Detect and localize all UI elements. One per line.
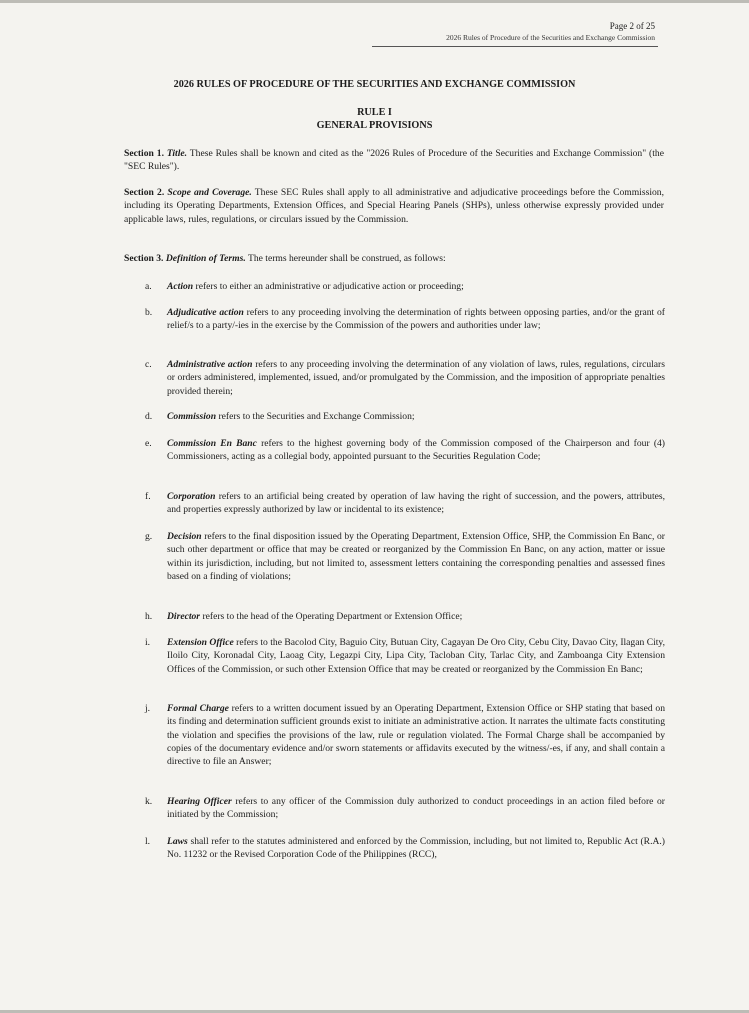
definition-letter: h. [145, 611, 153, 622]
section-1 [124, 147, 664, 174]
definition-text: refers to any proceeding involving the determination of rights between opposing parties, and/or the grant of relief/s to a party/-ies in the exercise by the Commission of the powers and authorities under law; [167, 307, 665, 332]
definition-text: refers to any proceeding involving the determination of any violation of laws, rules, regulations, circulars or orders administered, implemented, issued, and/or promulgated by the Commission, and the imposition of appropriate penalties provided therein; [167, 359, 665, 397]
definition-letter: d. [145, 411, 153, 422]
definition-letter: e. [145, 438, 152, 449]
definition-text: refers to a written document issued by an Operating Department, Extension Office or SHP stating that based on its finding and determination sufficient grounds exist to initiate an administrative action. It narrates the ultimate facts constituting the violation and specifies the provisions of the law, rule or regulation violated. The Formal Charge shall be accompanied by copies of the documentary evidence and/or sworn statements or affidavits executed by the witness/-es, if any, and shall contain a directive to file an Answer; [167, 703, 666, 768]
definition-item [145, 490, 665, 517]
definition-item [145, 280, 665, 293]
definition-letter: i. [145, 637, 151, 648]
definition-letter: g. [145, 531, 153, 542]
definition-text: refers to the Bacolod City, Baguio City, Butuan City, Cagayan De Oro City, Cebu City, Davao City, Ilagan City, Iloilo City, Koronadal City, Laoag City, Legazpi City, Lipa City, Tacloban City, Tarlac City, and Zamboanga City Extension Offices of the Commission, or such other Extension Office that may be created or reorganized by the Commission En Banc; [167, 637, 665, 675]
definition-term: Administrative action [167, 359, 253, 370]
definition-letter: a. [145, 281, 152, 292]
definition-term: Hearing Officer [167, 796, 232, 807]
rule-number: RULE I [357, 107, 392, 118]
definition-letter: f. [145, 491, 151, 502]
definition-text: refers to an artificial being created by operation of law having the right of succession, and the powers, attributes, and properties expressly authorized by law or incidental to its existence; [167, 491, 665, 516]
section-3-term: Definition of Terms. [165, 253, 246, 264]
definition-term: Commission En Banc [167, 438, 257, 449]
top-edge [0, 0, 749, 3]
page-number: Page 2 of 25 [609, 21, 655, 31]
section-3-text: The terms hereunder shall be construed, as follows: [245, 253, 446, 264]
section-2-label: Section 2. [124, 187, 165, 198]
definition-term: Laws [167, 836, 188, 847]
section-3-label: Section 3. [124, 253, 164, 264]
definition-letter: c. [145, 359, 152, 370]
definition-item [145, 437, 665, 464]
definition-text: refers to the head of the Operating Department or Extension Office; [200, 611, 463, 622]
running-header: 2026 Rules of Procedure of the Securities and Exchange Commission [446, 33, 655, 42]
definition-item [145, 636, 665, 676]
definition-text: refers to the final disposition issued by the Operating Department, Extension Office, SHP, the Commission En Banc, or such other department or office that may be created or reorganized by the Commission En Banc, on any action, matter or issue within its jurisdiction, including, but not limited to, assessment letters containing the corresponding penalties and assessed fines based on a finding of violations; [167, 531, 665, 582]
definition-term: Commission [167, 411, 217, 422]
definition-item [145, 530, 665, 583]
document-title: 2026 RULES OF PROCEDURE OF THE SECURITIES AND EXCHANGE COMMISSION [173, 79, 576, 90]
definition-letter: l. [145, 836, 151, 847]
section-3 [124, 252, 664, 265]
definition-term: Action [167, 281, 194, 292]
section-2 [124, 186, 664, 226]
definition-letter: j. [145, 703, 151, 714]
definition-letter: k. [145, 796, 153, 807]
definition-term: Director [167, 611, 201, 622]
definition-item [145, 835, 665, 862]
definition-term: Formal Charge [167, 703, 229, 714]
header-divider [372, 46, 658, 47]
section-1-term: Title. [166, 148, 188, 159]
section-1-label: Section 1. [124, 148, 164, 159]
definition-text: refers to the highest governing body of the Commission composed of the Chairperson and four (4) Commissioners, acting as a collegial body, appointed pursuant to the Securities Regulation Code; [167, 438, 666, 463]
definition-item [145, 410, 665, 423]
section-2-term: Scope and Coverage. [167, 187, 252, 198]
definition-text: refers to either an administrative or adjudicative action or proceeding; [193, 281, 464, 292]
definition-text: shall refer to the statutes administered and enforced by the Commission, including, but not limited to, Republic Act (R.A.) No. 11232 or the Revised Corporation Code of the Philippines (RCC), [167, 836, 665, 861]
definition-term: Corporation [167, 491, 216, 502]
definition-item [145, 795, 665, 822]
rule-title: GENERAL PROVISIONS [316, 120, 433, 131]
definition-term: Adjudicative action [167, 307, 244, 318]
section-1-text: These Rules shall be known and cited as the "2026 Rules of Procedure of the Securities and Exchange Commission" (the "SEC Rules"). [124, 148, 664, 173]
definition-letter: b. [145, 307, 153, 318]
section-2-text: These SEC Rules shall apply to all administrative and adjudicative proceedings before the Commission, including its Operating Departments, Extension Offices, and Special Hearing Panels (SHPs), unless otherwise expressly provided under applicable laws, rules, regulations, or circulars issued by the Commission. [124, 187, 664, 225]
definition-item [145, 702, 665, 768]
definition-term: Decision [167, 531, 202, 542]
definition-item [145, 610, 665, 623]
definition-term: Extension Office [167, 637, 234, 648]
definition-item [145, 358, 665, 398]
definition-item [145, 306, 665, 333]
definition-text: refers to any officer of the Commission duly authorized to conduct proceedings in an action filed before or initiated by the Commission; [167, 796, 665, 821]
definition-text: refers to the Securities and Exchange Commission; [216, 411, 415, 422]
